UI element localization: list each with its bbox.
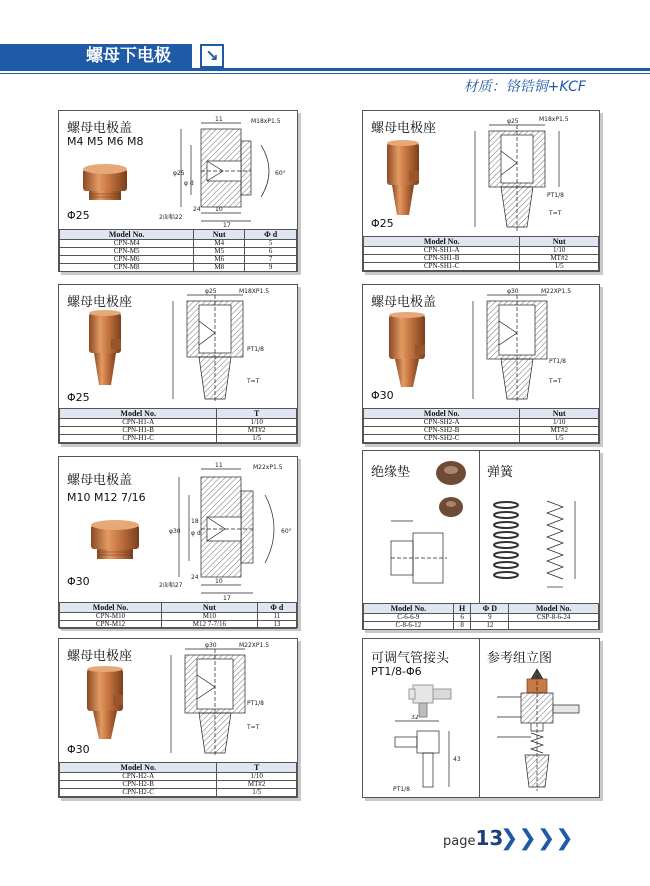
- dim-label: 17: [223, 595, 231, 601]
- page-label: page: [443, 834, 476, 849]
- dim-label: T=T: [247, 724, 260, 731]
- table-row: [364, 435, 599, 443]
- cell: 13: [257, 621, 296, 629]
- table-row: [60, 435, 297, 443]
- cell: CPN-H2-B: [60, 781, 217, 789]
- cell: 1/10: [520, 419, 599, 427]
- cell: 5: [245, 240, 297, 248]
- table-row: [60, 789, 297, 797]
- dim-label: φ d: [184, 180, 194, 187]
- dim-label: 11: [215, 462, 223, 469]
- cell: CPN-SH1-C: [364, 263, 520, 271]
- diameter-label: Φ25: [371, 217, 394, 230]
- diameter-label: Φ25: [67, 391, 90, 404]
- col-header: Model No.: [364, 604, 454, 614]
- table-row: [364, 263, 599, 271]
- cell: M10: [162, 613, 258, 621]
- electrode-cap-photo: [385, 311, 429, 391]
- col-header: Nut: [520, 237, 599, 247]
- dim-label: φ25: [173, 170, 185, 177]
- electrode-seat-photo: [83, 665, 127, 743]
- cell: 1/5: [520, 263, 599, 271]
- cell: 11: [257, 613, 296, 621]
- card-title: 绝缘垫: [371, 464, 411, 479]
- table-row: [60, 248, 297, 256]
- cell: M4: [194, 240, 245, 248]
- cell: CPN-H1-B: [60, 427, 217, 435]
- card-cpn-m10-m12: [58, 456, 298, 628]
- dim-label: 24: [191, 574, 199, 581]
- cell: 1/10: [217, 419, 297, 427]
- col-header: Model No.: [60, 603, 162, 613]
- cell: MT#2: [217, 781, 297, 789]
- dim-label: 60°: [281, 528, 292, 535]
- dim-label: T=T: [247, 378, 260, 385]
- cell: 8: [453, 622, 471, 630]
- dim-label: 43: [453, 756, 461, 763]
- cell: M5: [194, 248, 245, 256]
- dim-label: 2面幅27: [159, 582, 183, 589]
- dim-label: PT1/8: [247, 700, 264, 707]
- col-header: Nut: [194, 230, 245, 240]
- cell: 6: [245, 248, 297, 256]
- card-insulation-spring: [362, 450, 600, 630]
- dim-label: φ25: [507, 118, 519, 125]
- dim-label: 17: [223, 222, 231, 227]
- dim-label: φ25: [205, 288, 217, 295]
- cell: 1/10: [217, 773, 297, 781]
- dim-label: 18: [191, 518, 199, 525]
- table-row: [60, 240, 297, 248]
- dim-label: M18XP1.5: [239, 288, 270, 295]
- card-title: 参考组立图: [487, 650, 553, 665]
- dim-label: 60°: [275, 170, 286, 177]
- dim-label: PT1/8: [547, 192, 564, 199]
- dim-label: φ30: [205, 642, 217, 649]
- col-header: Model No.: [60, 230, 194, 240]
- cell: 9: [471, 614, 509, 622]
- spec-table: [363, 408, 599, 443]
- technical-drawing: [459, 115, 597, 235]
- col-header: T: [217, 763, 297, 773]
- cell: CSP-8-6-24: [509, 614, 599, 622]
- cell: CPN-H1-A: [60, 419, 217, 427]
- arrow-down-right-icon: ↘: [200, 44, 224, 68]
- cell: CPN-H1-C: [60, 435, 217, 443]
- col-header: H: [453, 604, 471, 614]
- cell: MT#2: [520, 255, 599, 263]
- dim-label: T=T: [549, 210, 562, 217]
- dim-label: PT1/8: [549, 358, 566, 365]
- air-fitting-drawing: [383, 715, 475, 795]
- air-fitting-photo: [407, 675, 455, 719]
- cell: 1/10: [520, 247, 599, 255]
- cell: C-8-6-12: [364, 622, 454, 630]
- cell: 6: [453, 614, 471, 622]
- electrode-seat-photo: [85, 309, 125, 389]
- cell: CPN-M10: [60, 613, 162, 621]
- card-title: 螺母电极座: [67, 294, 133, 309]
- dim-label: φ30: [169, 528, 181, 535]
- col-header: T: [217, 409, 297, 419]
- cell: MT#2: [520, 427, 599, 435]
- dim-label: PT1/8: [247, 346, 264, 353]
- spec-table: [59, 408, 297, 443]
- technical-drawing: [157, 287, 295, 405]
- technical-drawing: [151, 115, 296, 227]
- dim-label: 24: [193, 206, 201, 213]
- card-subtitle: PT1/8-Φ6: [371, 665, 422, 678]
- card-divider: [479, 639, 480, 797]
- electrode-seat-photo: [383, 139, 423, 219]
- cell: CPN-SH1-A: [364, 247, 520, 255]
- dim-label: M18xP1.5: [539, 116, 569, 123]
- nut-cap-photo: [81, 163, 129, 203]
- card-title: 可调气管接头: [371, 650, 450, 665]
- dim-label: M18xP1.5: [251, 118, 281, 125]
- col-header: Φ D: [471, 604, 509, 614]
- cell: CPN-SH1-B: [364, 255, 520, 263]
- cell: M8: [194, 264, 245, 272]
- col-header: Φ d: [257, 603, 296, 613]
- card-title: 螺母电极盖: [371, 294, 437, 309]
- dim-label: 10: [215, 578, 223, 585]
- cell: CPN-SH2-A: [364, 419, 520, 427]
- card-sizes: M10 M12 7/16: [67, 491, 146, 504]
- card-title: 弹簧: [487, 464, 514, 479]
- col-header: Nut: [162, 603, 258, 613]
- dim-label: M22xP1.5: [253, 464, 283, 471]
- technical-drawing: [157, 641, 295, 761]
- card-cpn-sh1: [362, 110, 600, 272]
- washer-drawing: [377, 511, 467, 591]
- col-header: Model No.: [60, 763, 217, 773]
- dim-label: 2面幅22: [159, 214, 183, 221]
- dim-label: 10: [215, 206, 223, 213]
- technical-drawing: [459, 287, 597, 405]
- assembly-drawing: [487, 667, 595, 793]
- dim-label: φ d: [191, 530, 201, 537]
- cell: 1/5: [520, 435, 599, 443]
- spec-table: [59, 602, 297, 629]
- dim-label: M22XP1.5: [541, 288, 572, 295]
- cell: CPN-SH2-B: [364, 427, 520, 435]
- cell: CPN-M4: [60, 240, 194, 248]
- spec-table: [59, 229, 297, 272]
- material-label: 材质：铬锆铜+KCF: [463, 79, 586, 95]
- card-title: 螺母电极座: [371, 120, 437, 135]
- header-rule: [0, 68, 650, 71]
- section-title: 螺母下电极: [0, 44, 192, 68]
- dim-label: 11: [215, 116, 223, 123]
- col-header: Model No.: [364, 237, 520, 247]
- spec-table: [363, 603, 599, 630]
- dim-label: T=T: [549, 378, 562, 385]
- dim-label: 32: [411, 715, 419, 721]
- card-divider: [479, 451, 480, 603]
- card-cpn-m4-m8: [58, 110, 298, 272]
- cell: M12 7-7/16: [162, 621, 258, 629]
- diameter-label: Φ25: [67, 209, 90, 222]
- cell: [509, 622, 599, 630]
- cell: CPN-H2-C: [60, 789, 217, 797]
- spring-photo: [491, 497, 521, 583]
- page-number: [443, 826, 503, 850]
- col-header: Φ d: [245, 230, 297, 240]
- diameter-label: Φ30: [371, 389, 394, 402]
- col-header: Model No.: [364, 409, 520, 419]
- cell: CPN-H2-A: [60, 773, 217, 781]
- cell: 1/5: [217, 435, 297, 443]
- card-air-fitting-assembly: [362, 638, 600, 798]
- cell: CPN-M8: [60, 264, 194, 272]
- diameter-label: Φ30: [67, 743, 90, 756]
- table-row: [60, 264, 297, 272]
- technical-drawing: [151, 461, 296, 601]
- cell: C-6-6-9: [364, 614, 454, 622]
- col-header: Model No.: [60, 409, 217, 419]
- dim-label: PT1/8: [393, 786, 410, 793]
- cell: 1/5: [217, 789, 297, 797]
- cell: 7: [245, 256, 297, 264]
- table-row: [60, 621, 297, 629]
- spec-table: [363, 236, 599, 271]
- cell: M6: [194, 256, 245, 264]
- card-title: 螺母电极盖: [67, 120, 133, 135]
- spec-table: [59, 762, 297, 797]
- card-title: 螺母电极盖: [67, 472, 133, 487]
- table-row: [60, 256, 297, 264]
- cell: CPN-M6: [60, 256, 194, 264]
- card-cpn-h2: [58, 638, 298, 798]
- col-header: Nut: [520, 409, 599, 419]
- nut-cap-photo: [89, 519, 141, 563]
- cell: CPN-M12: [60, 621, 162, 629]
- cell: CPN-SH2-C: [364, 435, 520, 443]
- cell: CPN-M5: [60, 248, 194, 256]
- cell: 9: [245, 264, 297, 272]
- diameter-label: Φ30: [67, 575, 90, 588]
- dim-label: M22XP1.5: [239, 642, 270, 649]
- col-header: Model No.: [509, 604, 599, 614]
- card-sizes: M4 M5 M6 M8: [67, 135, 144, 148]
- page-number-value: 13: [475, 826, 504, 850]
- cell: MT#2: [217, 427, 297, 435]
- table-row: [364, 622, 599, 630]
- dim-label: φ30: [507, 288, 519, 295]
- card-cpn-h1: [58, 284, 298, 444]
- card-cpn-sh2: [362, 284, 600, 444]
- spring-drawing: [539, 495, 591, 591]
- cell: 12: [471, 622, 509, 630]
- card-title: 螺母电极座: [67, 648, 133, 663]
- chevron-right-icon: ❯❯❯❯: [500, 826, 574, 851]
- header-rule-thin: [0, 73, 650, 74]
